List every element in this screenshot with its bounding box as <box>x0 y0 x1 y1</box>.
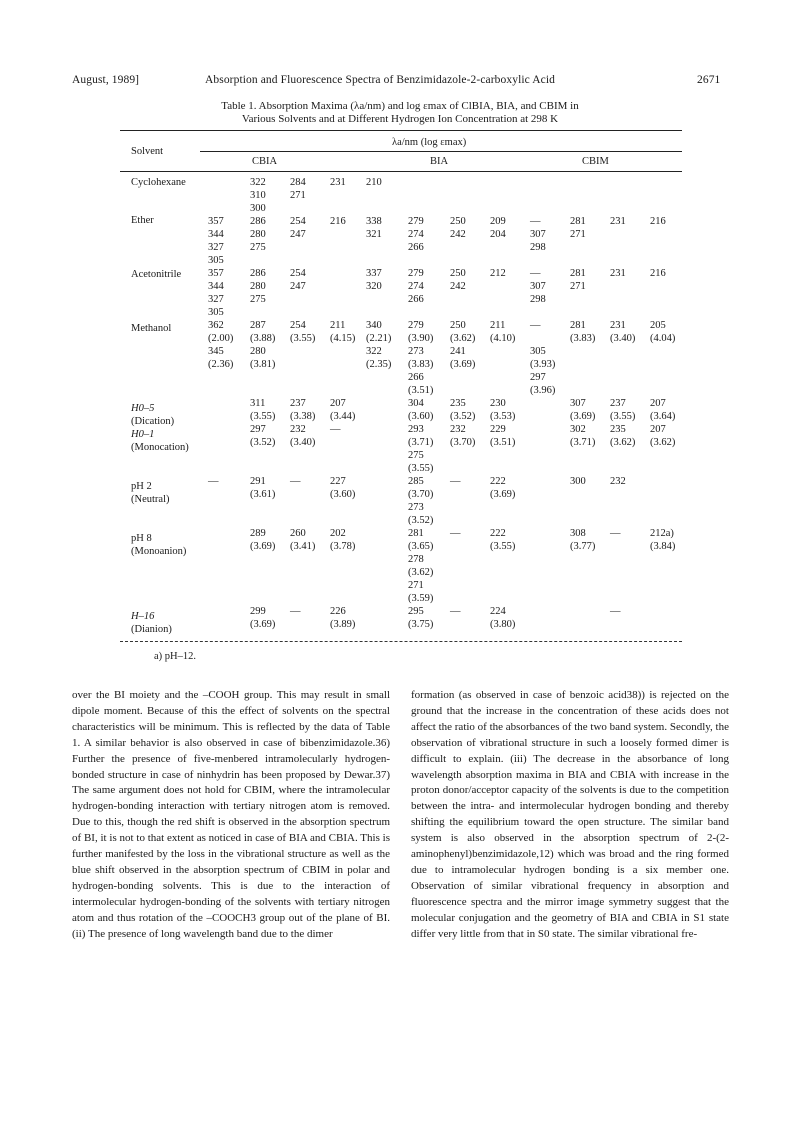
table-cell: 300 <box>250 203 266 214</box>
row-label: H0–1 <box>131 429 155 440</box>
table-cell: (4.04) <box>650 333 676 344</box>
table-cell: 254 <box>290 216 306 227</box>
table-cell: 212 <box>490 268 506 279</box>
running-header-date: August, 1989] <box>72 74 140 86</box>
table-cell: 271 <box>290 190 306 201</box>
table-cell: (3.70) <box>408 489 434 500</box>
table-cell: (3.51) <box>408 385 434 396</box>
table-cell: (3.40) <box>610 333 636 344</box>
row-label: (Neutral) <box>131 494 170 505</box>
row-label: (Dication) <box>131 416 175 427</box>
row-label: (Monoanion) <box>131 546 187 557</box>
row-label: pH 2 <box>131 481 152 492</box>
table-footnote: a) pH–12. <box>154 651 196 662</box>
table-cell: (3.61) <box>250 489 276 500</box>
table-cell: (3.38) <box>290 411 316 422</box>
table-cell: 202 <box>330 528 346 539</box>
table-cell: — <box>330 424 341 435</box>
table-cell: 338 <box>366 216 382 227</box>
table-cell: 278 <box>408 554 424 565</box>
table-cell: 232 <box>290 424 306 435</box>
table-cell: 275 <box>250 242 266 253</box>
table-cell: 241 <box>450 346 466 357</box>
table-cell: — <box>290 606 301 617</box>
table-cell: (3.62) <box>408 567 434 578</box>
running-header-title: Absorption and Fluorescence Spectra of Benzimidazole-2-carboxylic Acid <box>205 74 555 86</box>
table-cell: (3.77) <box>570 541 596 552</box>
table-cell: (3.44) <box>330 411 356 422</box>
table-cell: 210 <box>366 177 382 188</box>
row-label: H0–5 <box>131 403 155 414</box>
table-cell: 274 <box>408 281 424 292</box>
header-solvent: Solvent <box>131 146 164 157</box>
table-cell: (3.59) <box>408 593 434 604</box>
table-cell: 235 <box>610 424 626 435</box>
table-cell: 235 <box>450 398 466 409</box>
table-cell: 299 <box>250 606 266 617</box>
table-cell: 280 <box>250 281 266 292</box>
table-cell: 216 <box>330 216 346 227</box>
table-cell: 232 <box>450 424 466 435</box>
table-cell: 260 <box>290 528 306 539</box>
table-cell: 340 <box>366 320 382 331</box>
table-cell: — <box>530 268 541 279</box>
table-cell: 229 <box>490 424 506 435</box>
table-cell: 216 <box>650 268 666 279</box>
table-cell: 222 <box>490 476 506 487</box>
table-cell: (4.10) <box>490 333 516 344</box>
table-cell: (3.71) <box>408 437 434 448</box>
table-cell: (3.69) <box>490 489 516 500</box>
table-cell: 274 <box>408 229 424 240</box>
table-cell: 327 <box>208 294 224 305</box>
table-cell: 281 <box>570 216 586 227</box>
table-cell: 273 <box>408 502 424 513</box>
table-cell: 279 <box>408 216 424 227</box>
table-cell: 222 <box>490 528 506 539</box>
table-cell: 281 <box>408 528 424 539</box>
table-cell: 254 <box>290 320 306 331</box>
table-cell: 289 <box>250 528 266 539</box>
table-cell: 345 <box>208 346 224 357</box>
table-cell: (3.52) <box>450 411 476 422</box>
paragraph: over the BI moiety and the –COOH group. This may result in small dipole moment. Because of this the effect of solvents on the spectral characteristics will be minimum. This is reflected by the data of Table 1. A similar behavior is also observed in case of bibenzimidazole.36) Further the presence of five-menbered intramolecularly hydrogen-bonded structure in case of ninhydrin has been proposed by Dewar.37) The same argument does not hold for CBIM, where the intramolecular hydrogen-bonding interaction with tertiary nitrogen atom is removed. Due to this, though the red shift is observed in the absorption spectrum of BI, it is not to that extent as noticed in case of BIA and CBIA. This is further manifested by the loss in the vibrational structure as well as the blue shift observed in the absorption spectrum of CBIM in polar and hydrogen-bonding solvents. This is due to the interaction of intermolecular hydrogen-bonding of the solvents with tertiary nitrogen atom and thus rotation of the –COOCH3 group out of the plane of BI. (ii) The presence of long wavelength band due to the dimer <box>72 689 390 940</box>
table-cell: 231 <box>610 268 626 279</box>
table-cell: 207 <box>650 398 666 409</box>
table-cell: (3.62) <box>650 437 676 448</box>
row-label: Methanol <box>131 323 172 334</box>
table-cell: 357 <box>208 216 224 227</box>
table-cell: 344 <box>208 281 224 292</box>
table-cell: (3.62) <box>610 437 636 448</box>
table-cell: (3.55) <box>290 333 316 344</box>
table-cell: 357 <box>208 268 224 279</box>
table-cell: 271 <box>570 281 586 292</box>
body-column-left <box>72 688 390 943</box>
table-cell: 273 <box>408 346 424 357</box>
table-cell: 311 <box>250 398 266 409</box>
table-cell: 250 <box>450 268 466 279</box>
table-cell: 307 <box>530 229 546 240</box>
group-bia: BIA <box>430 156 449 167</box>
table-cell: (3.40) <box>290 437 316 448</box>
table-cell: 297 <box>250 424 266 435</box>
table-cell: 279 <box>408 320 424 331</box>
table-cell: 230 <box>490 398 506 409</box>
table-cell: (3.69) <box>570 411 596 422</box>
table-top-rule <box>120 130 682 131</box>
page-number: 2671 <box>697 74 721 86</box>
table-cell: — <box>450 528 461 539</box>
table-cell: 250 <box>450 216 466 227</box>
table-cell: 298 <box>530 242 546 253</box>
table-cell: (3.65) <box>408 541 434 552</box>
table-cell: (3.69) <box>450 359 476 370</box>
table-cell: (3.64) <box>650 411 676 422</box>
table-cell: 237 <box>290 398 306 409</box>
table-cell: 207 <box>330 398 346 409</box>
table-cell: 266 <box>408 294 424 305</box>
table-cell: 280 <box>250 229 266 240</box>
table-cell: 231 <box>610 320 626 331</box>
table-cell: 254 <box>290 268 306 279</box>
table-cell: (3.55) <box>250 411 276 422</box>
row-label: (Monocation) <box>131 442 189 453</box>
row-label: H–16 <box>131 611 155 622</box>
table-cell: 212a) <box>650 528 674 539</box>
table-caption-line2: Various Solvents and at Different Hydrogen Ion Concentration at 298 K <box>241 113 559 125</box>
table-cell: 285 <box>408 476 424 487</box>
table-cell: 287 <box>250 320 266 331</box>
table-cell: 310 <box>250 190 266 201</box>
table-cell: (3.84) <box>650 541 676 552</box>
table-cell: 209 <box>490 216 506 227</box>
table-cell: — <box>450 476 461 487</box>
table-cell: (3.78) <box>330 541 356 552</box>
table-cell: 211 <box>330 320 346 331</box>
table-cell: — <box>530 320 541 331</box>
table-cell: 271 <box>408 580 424 591</box>
table-cell: 321 <box>366 229 382 240</box>
row-label: Acetonitrile <box>131 269 182 280</box>
table-cell: (2.35) <box>366 359 392 370</box>
table-cell: (3.60) <box>330 489 356 500</box>
table-cell: 286 <box>250 268 266 279</box>
table-cell: 305 <box>530 346 546 357</box>
table-cell: 237 <box>610 398 626 409</box>
table-cell: (3.52) <box>250 437 276 448</box>
table-cell: (3.93) <box>530 359 556 370</box>
table-cell: (3.89) <box>330 619 356 630</box>
table-cell: (3.51) <box>490 437 516 448</box>
table-cell: 232 <box>610 476 626 487</box>
table-cell: — <box>530 216 541 227</box>
table-cell: 207 <box>650 424 666 435</box>
table-cell: (3.55) <box>490 541 516 552</box>
table-cell: — <box>610 606 621 617</box>
table-cell: 344 <box>208 229 224 240</box>
table-cell: (3.80) <box>490 619 516 630</box>
row-label: Cyclohexane <box>131 177 186 188</box>
table-cell: 320 <box>366 281 382 292</box>
row-label: Ether <box>131 215 154 226</box>
table-cell: 280 <box>250 346 266 357</box>
table-cell: 242 <box>450 229 466 240</box>
row-label: (Dianion) <box>131 624 172 635</box>
table-bottom-rule <box>120 641 682 642</box>
table-cell: (2.21) <box>366 333 392 344</box>
table-cell: 250 <box>450 320 466 331</box>
header-bottom-rule <box>120 171 682 172</box>
table-cell: 281 <box>570 320 586 331</box>
header-span: λa/nm (log εmax) <box>392 137 467 148</box>
table-cell: 231 <box>330 177 346 188</box>
table-cell: (3.88) <box>250 333 276 344</box>
table-cell: (3.69) <box>250 619 276 630</box>
table-cell: 307 <box>570 398 586 409</box>
table-cell: 297 <box>530 372 546 383</box>
table-cell: 227 <box>330 476 346 487</box>
table-cell: 298 <box>530 294 546 305</box>
table-cell: (3.90) <box>408 333 434 344</box>
table-cell: 226 <box>330 606 346 617</box>
table-cell: 293 <box>408 424 424 435</box>
table-cell: 271 <box>570 229 586 240</box>
table-cell: (4.15) <box>330 333 356 344</box>
table-cell: 266 <box>408 242 424 253</box>
table-cell: (3.53) <box>490 411 516 422</box>
table-cell: 224 <box>490 606 506 617</box>
table-cell: (2.36) <box>208 359 234 370</box>
table-cell: 286 <box>250 216 266 227</box>
table-cell: 204 <box>490 229 506 240</box>
table-cell: (3.71) <box>570 437 596 448</box>
table-cell: (3.96) <box>530 385 556 396</box>
table-cell: 305 <box>208 255 224 266</box>
table-cell: 300 <box>570 476 586 487</box>
table-cell: 211 <box>490 320 506 331</box>
group-cbim: CBIM <box>582 156 609 167</box>
table-cell: — <box>290 476 301 487</box>
table-caption-line1: Table 1. Absorption Maxima (λa/nm) and log εmax of ClBIA, BIA, and CBIM in <box>221 100 579 112</box>
header-span-rule <box>200 151 682 152</box>
table-cell: — <box>208 476 219 487</box>
group-cbia: CBIA <box>252 156 278 167</box>
table-cell: 304 <box>408 398 424 409</box>
table-cell: (3.69) <box>250 541 276 552</box>
table-cell: (3.55) <box>610 411 636 422</box>
table-cell: (3.83) <box>570 333 596 344</box>
table-cell: 322 <box>366 346 382 357</box>
table-cell: 216 <box>650 216 666 227</box>
table-cell: 266 <box>408 372 424 383</box>
table-cell: 275 <box>408 450 424 461</box>
row-label: pH 8 <box>131 533 152 544</box>
table-cell: (3.55) <box>408 463 434 474</box>
table-cell: 302 <box>570 424 586 435</box>
table-cell: 247 <box>290 229 306 240</box>
paragraph: formation (as observed in case of benzoic acid38)) is rejected on the ground that the increase in the concentration of these acids does not affect the ratio of the absorbances of the two band system. Secondly, the observation of vibrational structure in such a loosely formed dimer is difficult to explain. (iii) The decrease in the absorbance of long wavelength absorption maxima in BIA and CBIA with increase in the proton donor/acceptor capacity of the solvents is due to the competition between the intra- and intermolecular hydrogen bonding and thereby shifting the equilibrium toward the open structure. The similar band system is also observed in the absorption spectrum of 2-(2-aminophenyl)benzimidazole,12) which was broad and the ring formed due to intramolecular hydrogen bonding is a six member one. Observation of similar vibrational frequency in absorption and fluorescence spectra and the mirror image symmetry suggest that the molecular conjugation and the geometry of BIA and CBIA in S1 state differ very little from that in S0 state. The similar vibrational fre- <box>411 689 729 940</box>
table-cell: 275 <box>250 294 266 305</box>
table-cell: 242 <box>450 281 466 292</box>
table-cell: 337 <box>366 268 382 279</box>
table-cell: (3.70) <box>450 437 476 448</box>
table-cell: 305 <box>208 307 224 318</box>
table-cell: 231 <box>610 216 626 227</box>
table-cell: 279 <box>408 268 424 279</box>
table-cell: 362 <box>208 320 224 331</box>
table-cell: (3.75) <box>408 619 434 630</box>
table-cell: (3.83) <box>408 359 434 370</box>
table-cell: (2.00) <box>208 333 234 344</box>
table-cell: 281 <box>570 268 586 279</box>
table-cell: 307 <box>530 281 546 292</box>
table-cell: (3.52) <box>408 515 434 526</box>
table-cell: 284 <box>290 177 306 188</box>
table-cell: 308 <box>570 528 586 539</box>
body-column-right <box>411 688 729 943</box>
table-cell: 295 <box>408 606 424 617</box>
table-cell: (3.41) <box>290 541 316 552</box>
table-cell: (3.60) <box>408 411 434 422</box>
table-cell: 322 <box>250 177 266 188</box>
table-cell: 205 <box>650 320 666 331</box>
table-cell: — <box>450 606 461 617</box>
table-cell: (3.81) <box>250 359 276 370</box>
table-cell: (3.62) <box>450 333 476 344</box>
table-cell: 291 <box>250 476 266 487</box>
table-cell: 327 <box>208 242 224 253</box>
table-cell: — <box>610 528 621 539</box>
table-cell: 247 <box>290 281 306 292</box>
